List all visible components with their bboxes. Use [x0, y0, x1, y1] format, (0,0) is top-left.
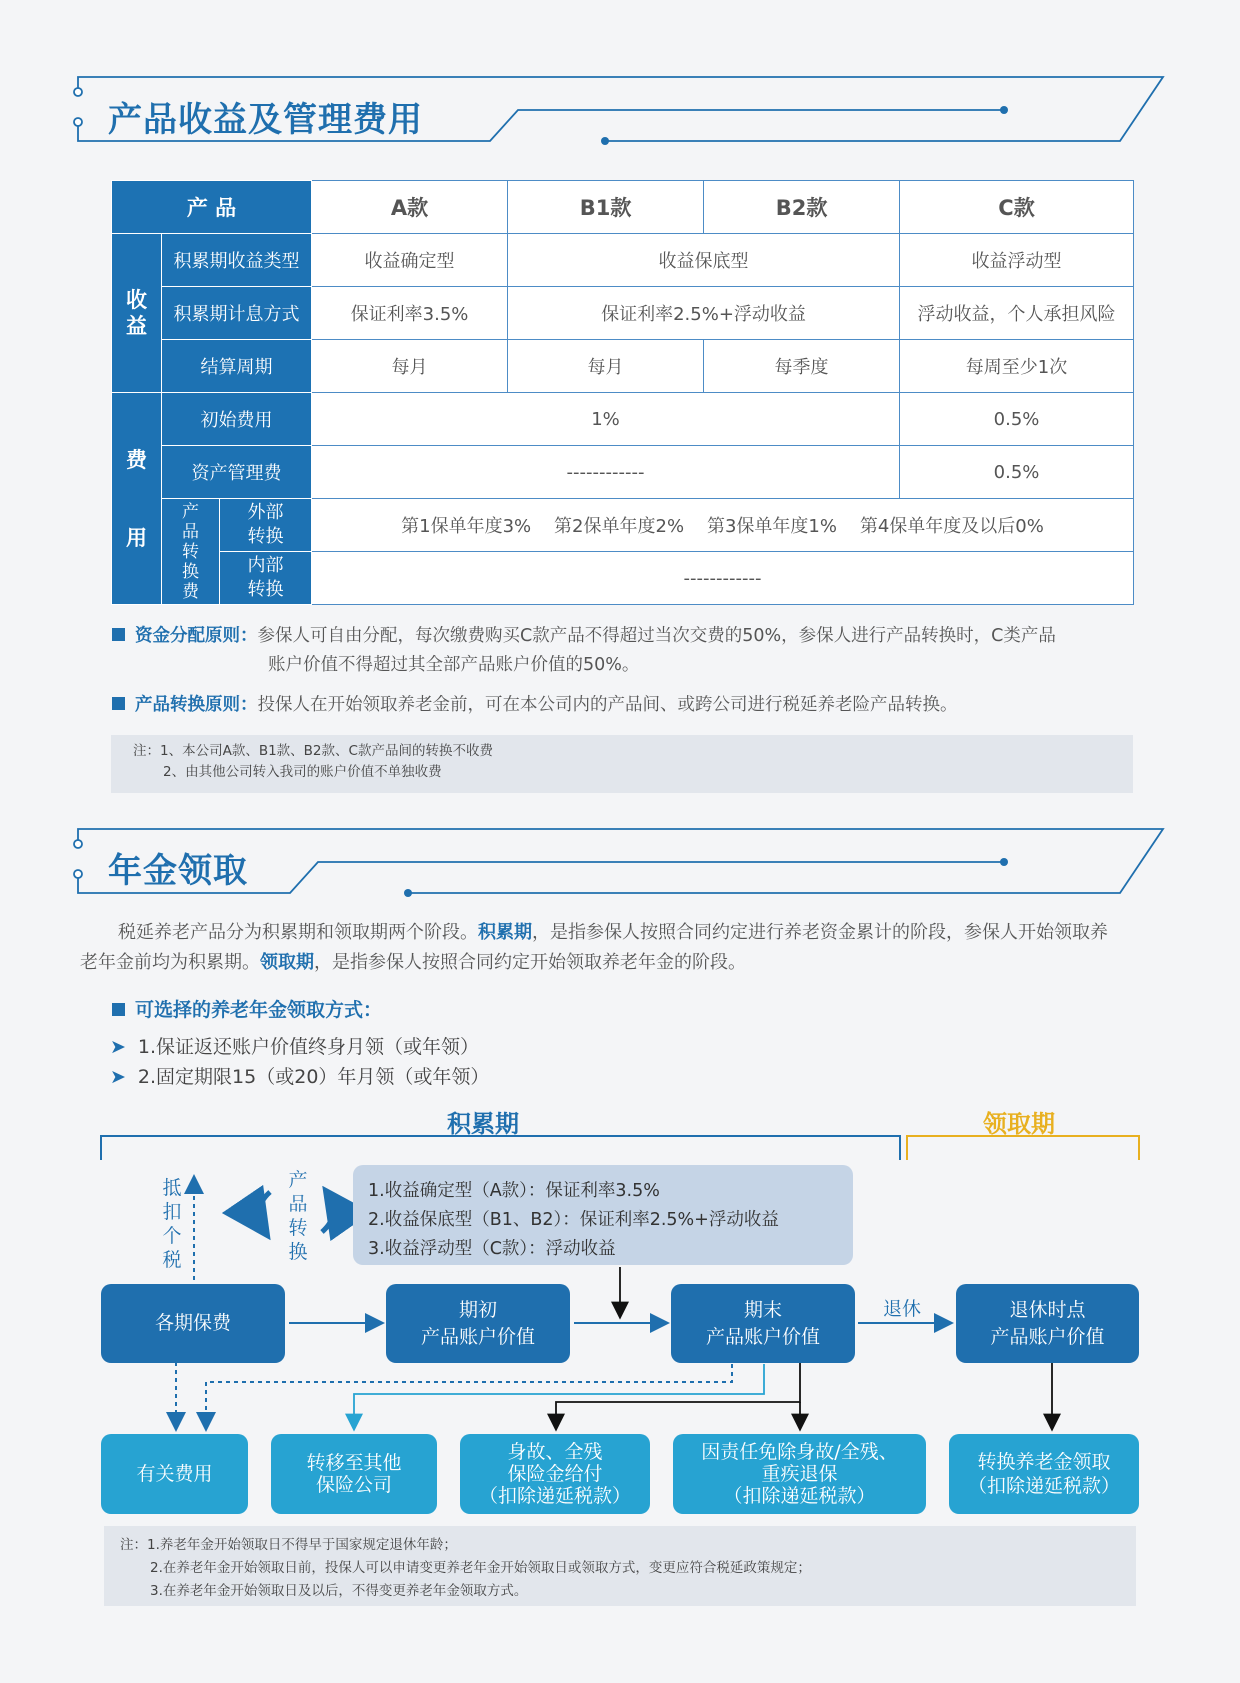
- cell-c-interest: 浮动收益，个人承担风险: [900, 287, 1134, 340]
- cell-a-settle: 每月: [312, 340, 508, 393]
- option-2: ➤ 2.固定期限15（或20）年月领（或年领）: [110, 1066, 490, 1088]
- note1-line2: 2、由其他公司转入我司的账户价值不单独收费: [133, 764, 442, 780]
- rule-transfer: 产品转换原则：投保人在开始领取养老金前，可在本公司内的产品间、或跨公司进行税延养老险产品转换。: [112, 691, 1142, 720]
- cell-b1-settle: 每月: [508, 340, 704, 393]
- row-label-interest: 积累期计息方式: [162, 287, 312, 340]
- cell-abb-mgmt-fee: ------------: [312, 446, 900, 499]
- box-exempt: 因责任免除身故/全残、 重疾退保 （扣除递延税款）: [673, 1434, 926, 1514]
- cell-b-interest: 保证利率2.5%+浮动收益: [508, 287, 900, 340]
- phase-accumulation: 积累期: [447, 1110, 519, 1138]
- note2-line3: 3.在养老年金开始领取日及以后，不得变更养老年金领取方式。: [120, 1583, 528, 1599]
- section2-title: 年金领取: [108, 851, 248, 891]
- header-b1: B1款: [508, 181, 704, 234]
- info-line-3: 3.收益浮动型（C款）：浮动收益: [368, 1239, 616, 1259]
- box-fees: 有关费用: [101, 1434, 248, 1514]
- row-label-internal: 内部 转换: [220, 552, 312, 605]
- info-line-1: 1.收益确定型（A款）：保证利率3.5%: [368, 1181, 660, 1201]
- header-c: C款: [900, 181, 1134, 234]
- note2-line2: 2.在养老年金开始领取日前，投保人可以申请变更养老年金开始领取日或领取方式，变更应符合税延政策规定；: [120, 1560, 811, 1576]
- product-info-box: [353, 1165, 853, 1265]
- option-1: ➤ 1.保证返还账户价值终身月领（或年领）: [110, 1036, 480, 1058]
- row-label-mgmt-fee: 资产管理费: [162, 446, 312, 499]
- row-label-income-type: 积累期收益类型: [162, 234, 312, 287]
- cell-b-income-type: 收益保底型: [508, 234, 900, 287]
- info-line-2: 2.收益保底型（B1、B2）：保证利率2.5%+浮动收益: [368, 1210, 779, 1230]
- options-title: 可选择的养老年金领取方式：: [112, 996, 382, 1025]
- rule-allocation: 资金分配原则：参保人可自由分配，每次缴费购买C款产品不得超过当次交费的50%，参保人进行产品转换时，C类产品: [112, 622, 1142, 651]
- box-convert: 转换养老金领取 （扣除递延税款）: [949, 1434, 1139, 1514]
- box-transfer: 转移至其他 保险公司: [271, 1434, 437, 1514]
- note2-line1: 注：1.养老年金开始领取日不得早于国家规定退休年龄；: [120, 1537, 457, 1553]
- intro-paragraph: 税延养老产品分为积累期和领取期两个阶段。积累期，是指参保人按照合同约定进行养老资金累计的阶段，参保人开始领取养 老年金前均为积累期。领取期，是指参保人按照合同约定开始领取养老年金的阶段。: [80, 922, 1108, 973]
- product-switch-label: 产 品 转 换: [288, 1169, 308, 1263]
- cell-c-mgmt-fee: 0.5%: [900, 446, 1134, 499]
- tax-deduct-label: 抵 扣 个 税: [162, 1177, 182, 1271]
- header-product: 产 品: [112, 181, 312, 234]
- box-retire-value: 退休时点 产品账户价值: [956, 1284, 1139, 1363]
- header-b2: B2款: [704, 181, 900, 234]
- row-label-settle: 结算周期: [162, 340, 312, 393]
- box-premium: 各期保费: [101, 1284, 285, 1363]
- cell-b2-settle: 每季度: [704, 340, 900, 393]
- cell-a-income-type: 收益确定型: [312, 234, 508, 287]
- transfer-fee-text: 产 品 转 换 费: [182, 501, 199, 602]
- box-end-value: 期末 产品账户价值: [671, 1284, 855, 1363]
- cell-c-income-type: 收益浮动型: [900, 234, 1134, 287]
- cell-internal-value: ------------: [312, 552, 1134, 605]
- row-label-external: 外部 转换: [220, 499, 312, 552]
- section1-title: 产品收益及管理费用: [108, 100, 423, 140]
- phase-receiving: 领取期: [983, 1110, 1055, 1138]
- chevron-right-icon: ➤: [110, 1066, 126, 1088]
- cell-c-init-fee: 0.5%: [900, 393, 1134, 446]
- header-a: A款: [312, 181, 508, 234]
- group-income: 收 益: [112, 234, 162, 393]
- cell-c-settle: 每周至少1次: [900, 340, 1134, 393]
- chevron-right-icon: ➤: [110, 1036, 126, 1058]
- row-label-init-fee: 初始费用: [162, 393, 312, 446]
- cell-abb-init-fee: 1%: [312, 393, 900, 446]
- cell-a-interest: 保证利率3.5%: [312, 287, 508, 340]
- box-death: 身故、全残 保险金给付 （扣除递延税款）: [460, 1434, 650, 1514]
- note1-line1: 注：1、本公司A款、B1款、B2款、C款产品间的转换不收费: [133, 743, 493, 759]
- cell-external-value: 第1保单年度3% 第2保单年度2% 第3保单年度1% 第4保单年度及以后0%: [312, 499, 1134, 552]
- retire-label: 退休: [883, 1298, 922, 1320]
- box-initial-value: 期初 产品账户价值: [386, 1284, 570, 1363]
- rule-allocation-line2: 账户价值不得超过其全部产品账户价值的50%。: [268, 655, 640, 675]
- group-fee: 费 用: [112, 393, 162, 605]
